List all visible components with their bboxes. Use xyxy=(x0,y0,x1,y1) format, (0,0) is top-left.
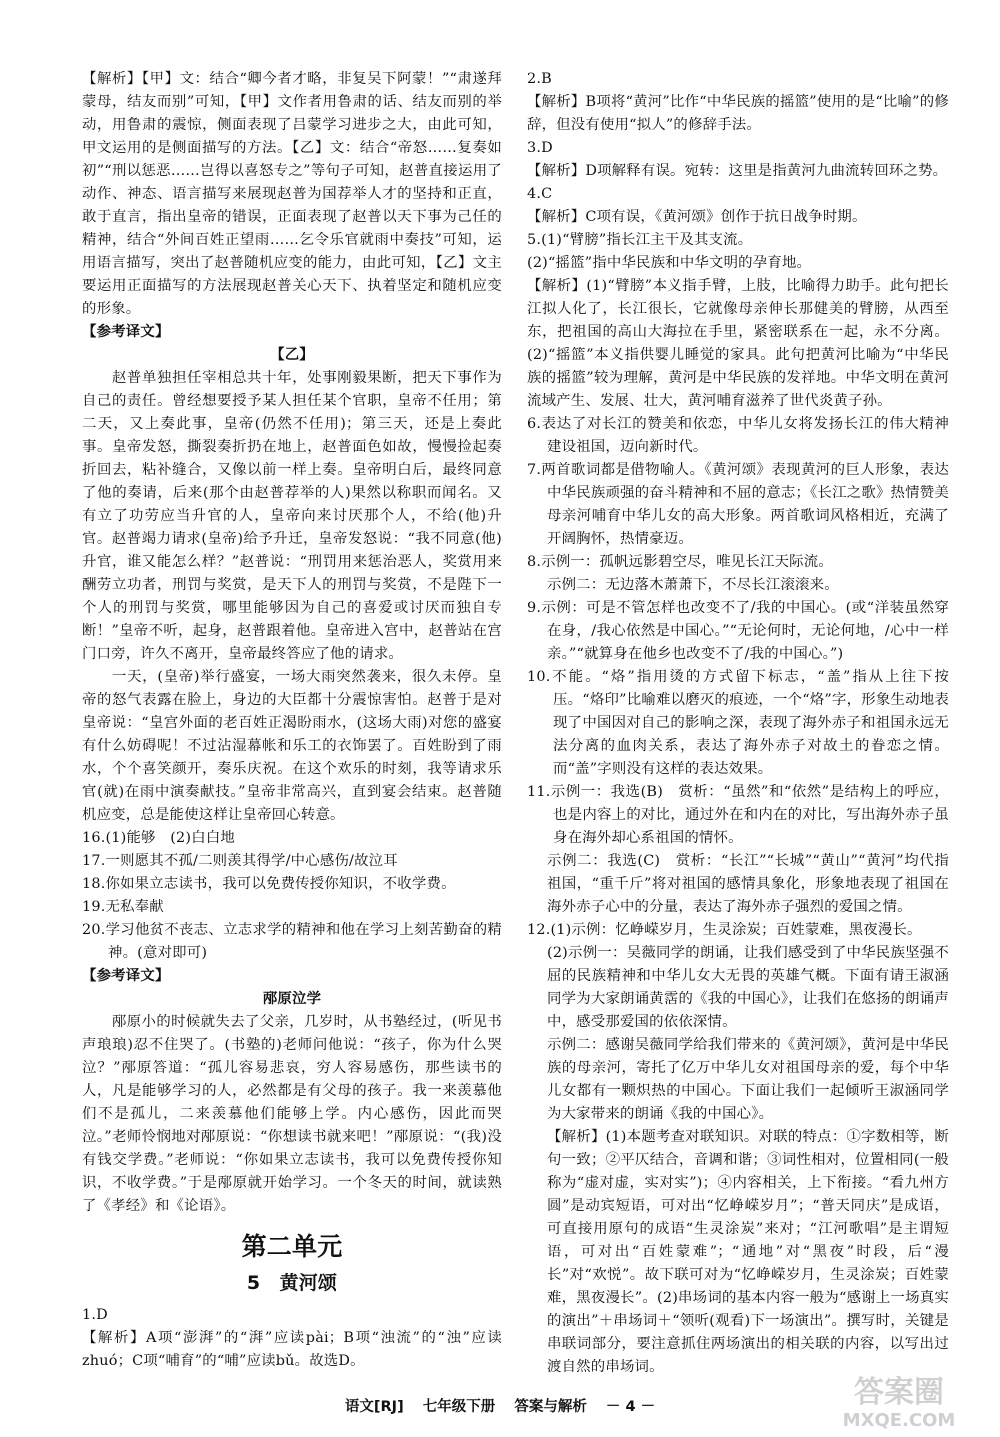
lesson-title: 5 黄河颂 xyxy=(246,1272,338,1294)
answer-16: 16.(1)能够 (2)白白地 xyxy=(82,830,235,846)
story-paragraph: 邴原小的时候就失去了父亲，几岁时，从书塾经过，(听见书声琅琅)忍不住哭了。(书塾的)老师问他说：“孩子，你为什么哭泣？”邴原答道：“孤儿容易悲哀，穷人容易感伤，那些读书的人，凡是能够学习的人，必然都是有父母的孩子。我一来羡慕他们不是孤儿，二来羡慕他们能够上学。内心感伤，因此而哭泣。”老师怜悯地对邴原说：“你想读书就来吧！”邴原说：“(我)没有钱交学费。”老师说：“你如果立志读书，我可以免费传授你知识，不收学费。”于是邴原就开始学习。一个冬天的时间，就读熟了《孝经》和《论语》。 xyxy=(82,1014,502,1214)
answer-19: 19.无私奉献 xyxy=(82,899,164,915)
answer-8-2: 示例二：无边落木萧萧下，不尽长江滚滚来。 xyxy=(547,577,839,593)
footer-grade: 七年级下册 xyxy=(422,1399,496,1415)
answer-11-1: 11.示例一：我选(B) 赏析：“虽然”和“依然”是结构上的呼应，也是内容上的对比，通过外在和内在的对比，写出海外赤子虽身在海外却心系祖国的情怀。 xyxy=(527,784,949,846)
answer-9: 9.示例：可是不管怎样也改变不了/我的中国心。(或“洋装虽然穿在身，/我心依然是中国心。”“无论何时，无论何地，/心中一样亲。”“就算身在他乡也改变不了/我的中国心。”) xyxy=(527,600,949,662)
translation-paragraph: 一天，(皇帝)举行盛宴，一场大雨突然袭来，很久未停。皇帝的怒气表露在脸上，身边的大臣都十分震惊害怕。赵普于是对皇帝说：“皇宫外面的老百姓正渴盼雨水，(这场大雨)对您的盛宴有什么妨碍呢！不过沾湿幕帐和乐工的衣饰罢了。百姓盼到了雨水，个个喜笑颜开，奏乐庆祝。在这个欢乐的时刻，我等请求乐官(就)在雨中演奏献技。”皇帝非常高兴，直到宴会结束。赵普随机应变，总是能使这样让皇帝回心转意。 xyxy=(82,669,502,823)
watermark-line2: MXQE.COM xyxy=(842,1410,956,1430)
answer-6: 6.表达了对长江的赞美和依恋，中华儿女将发扬长江的伟大精神建设祖国，迈向新时代。 xyxy=(527,416,949,455)
answer-8-1: 8.示例一：孤帆远影碧空尽，唯见长江天际流。 xyxy=(527,554,833,570)
page-number: － 4 － xyxy=(605,1399,656,1415)
answer-11-2: 示例二：我选(C) 赏析：“长江”“长城”“黄山”“黄河”均代指祖国，“重千斤”将对祖国的感情具象化，形象地表现了祖国在海外赤子心中的分量，表达了海外赤子强烈的爱国之情。 xyxy=(547,853,949,915)
reference-translation-label: 【参考译文】 xyxy=(82,324,170,340)
story-title: 邴原泣学 xyxy=(262,991,322,1007)
footer-section: 答案与解析 xyxy=(514,1399,587,1415)
answer-10: 10.不能。“烙”指用烫的方式留下标志，“盖”指从上往下按压。“烙印”比喻难以磨灭的痕迹，一个“烙”字，形象生动地表现了中国因对自己的影响之深，表现了海外赤子和祖国永远无法分离的血肉关系，表达了海外赤子对故土的眷恋之情。而“盖”字则没有这样的表达效果。 xyxy=(527,669,949,777)
footer-subject: 语文[RJ] xyxy=(344,1399,404,1415)
right-column xyxy=(527,68,949,1379)
answer-1-analysis: 【解析】A项“澎湃”的“湃”应读pài；B项“浊流”的“浊”应读zhuó；C项“哺育”的“哺”应读bǔ。故选D。 xyxy=(82,1330,502,1369)
answer-3-analysis: 【解析】D项解释有误。宛转：这里是指黄河九曲流转回环之势。 xyxy=(527,163,948,179)
answer-5-2: (2)“摇篮”指中华民族和中华文明的孕育地。 xyxy=(527,255,812,271)
answer-7: 7.两首歌词都是借物喻人。《黄河颂》表现黄河的巨人形象，表达中华民族顽强的奋斗精神和不屈的意志；《长江之歌》热情赞美母亲河哺育中华儿女的高大形象。两首歌词风格相近，充满了开阔胸怀，热情豪迈。 xyxy=(527,462,949,547)
answer-5-1: 5.(1)“臂膀”指长江主干及其支流。 xyxy=(527,232,753,248)
answer-18: 18.你如果立志读书，我可以免费传授你知识，不收学费。 xyxy=(82,876,456,892)
watermark-line1: 答案圈 xyxy=(854,1375,944,1410)
answer-5-analysis: 【解析】(1)“臂膀”本义指手臂，上肢，比喻得力助手。此句把长江拟人化了，长江很长，它就像母亲伸长那健美的臂膀，从西至东，把祖国的高山大海拉在手里，紧密联系在一起，永不分离。(2)“摇篮”本义指供婴儿睡觉的家具。此句把黄河比喻为“中华民族的摇篮”较为理解，黄河是中华民族的发祥地。中华文明在黄河流域产生、发展、壮大，黄河哺育滋养了世代炎黄子孙。 xyxy=(527,278,949,409)
translation-paragraph: 赵普单独担任宰相总共十年，处事刚毅果断，把天下事作为自己的责任。曾经想要授予某人担任某个官职，皇帝不任用；第二天，又上奏此事，皇帝(仍然不任用)；第三天，还是上奏此事。皇帝发怒，撕裂奏折扔在地上，赵普面色如故，慢慢捡起奏折回去，粘补缝合，又像以前一样上奏。皇帝明白后，最终同意了他的奏请，后来(那个由赵普荐举的人)果然以称职而闻名。又有立了功劳应当升官的人，皇帝向来讨厌那个人，不给(他)升官。赵普竭力请求(皇帝)给予升迁，皇帝发怒说：“我不同意(他)升官，谁又能怎么样？”赵普说：“刑罚用来惩治恶人，奖赏用来酬劳立功者，刑罚与奖赏，是天下人的刑罚与奖赏，不是陛下一个人的刑罚与奖赏，哪里能够因为自己的喜爱或讨厌而独自专断！”皇帝不听，起身，赵普跟着他。皇帝进入宫中，赵普站在宫门口旁，许久不离开，皇帝最终答应了他的请求。 xyxy=(82,370,502,662)
answer-4-analysis: 【解析】C项有误，《黄河颂》创作于抗日战争时期。 xyxy=(527,209,867,225)
answer-12-analysis: 【解析】(1)本题考查对联知识。对联的特点：①字数相等，断句一致；②平仄结合，音调和谐；③词性相对，位置相同(一般称为“虚对虚，实对实”)；④内容相关，上下衔接。“看九州方圆”是动宾短语，可对出“忆峥嵘岁月”；“普天同庆”是成语，可直接用原句的成语“生灵涂炭”来对；“江河歌唱”是主谓短语，可对出“百姓蒙难”；“通地”对“黑夜”时段，后“漫长”对“欢悦”。故下联可对为“忆峥嵘岁月，生灵涂炭；百姓蒙难，黑夜漫长”。(2)串场词的基本内容一般为“感谢上一场真实的演出”＋串场词＋“领听(观看)下一场演出”。撰写时，关键是串联词部分，要注意抓住两场演出的相关联的内容，以写出过渡自然的串场词。 xyxy=(547,1129,949,1375)
yi-heading: 【乙】 xyxy=(270,347,314,363)
left-column xyxy=(82,68,502,1373)
unit-title: 第二单元 xyxy=(241,1232,343,1261)
analysis-paragraph: 【解析】【甲】文：结合“卿今者才略，非复吴下阿蒙！”“肃遂拜蒙母，结友而别”可知，【甲】文作者用鲁肃的话、结友而别的举动，用鲁肃的震惊，侧面表现了吕蒙学习进步之大，由此可知，甲文运用的是侧面描写的方法。【乙】文：结合“帝怒……复奏如初”“刑以惩恶……岂得以喜怒专之”等句子可知，赵普直接运用了动作、神态、语言描写来展现赵普为国荐举人才的坚持和正直，敢于直言，指出皇帝的错误，正面表现了赵普以天下事为己任的精神，结合“外间百姓正望雨……乞令乐官就雨中奏技”可知，运用语言描写，突出了赵普随机应变的能力，由此可知，【乙】文主要运用正面描写的方法展现赵普关心天下、执着坚定和随机应变的形象。 xyxy=(82,71,502,317)
answer-20: 20.学习他贫不丧志、立志求学的精神和他在学习上刻苦勤奋的精神。(意对即可) xyxy=(82,922,502,961)
answer-2-analysis: 【解析】B项将“黄河”比作“中华民族的摇篮”使用的是“比喻”的修辞，但没有使用“拟人”的修辞手法。 xyxy=(527,94,949,133)
answer-17: 17.一则愿其不孤/二则羡其得学/中心感伤/故泣耳 xyxy=(82,853,398,869)
answer-12-2: (2)示例一：吴薇同学的朗诵，让我们感受到了中华民族坚强不屈的民族精神和中华儿女大无畏的英雄气概。下面有请王淑涵同学为大家朗诵黄霑的《我的中国心》，让我们在悠扬的朗诵声中，感受那爱国的依依深情。 xyxy=(547,945,949,1030)
answer-12-1: 12.(1)示例：忆峥嵘岁月，生灵涂炭；百姓蒙难，黑夜漫长。 xyxy=(527,922,922,938)
reference-translation-label: 【参考译文】 xyxy=(82,968,170,984)
answer-1: 1.D xyxy=(82,1307,108,1323)
answer-12-3: 示例二：感谢吴薇同学给我们带来的《黄河颂》，黄河是中华民族的母亲河，寄托了亿万中华儿女对祖国母亲的爱，每个中华儿女都有一颗炽热的中国心。下面让我们一起倾听王淑涵同学为大家带来的朗诵《我的中国心》。 xyxy=(547,1037,949,1122)
answer-3: 3.D xyxy=(527,140,553,156)
answer-2: 2.B xyxy=(527,71,552,87)
watermark-logo xyxy=(812,1372,987,1430)
answer-4: 4.C xyxy=(527,186,553,202)
